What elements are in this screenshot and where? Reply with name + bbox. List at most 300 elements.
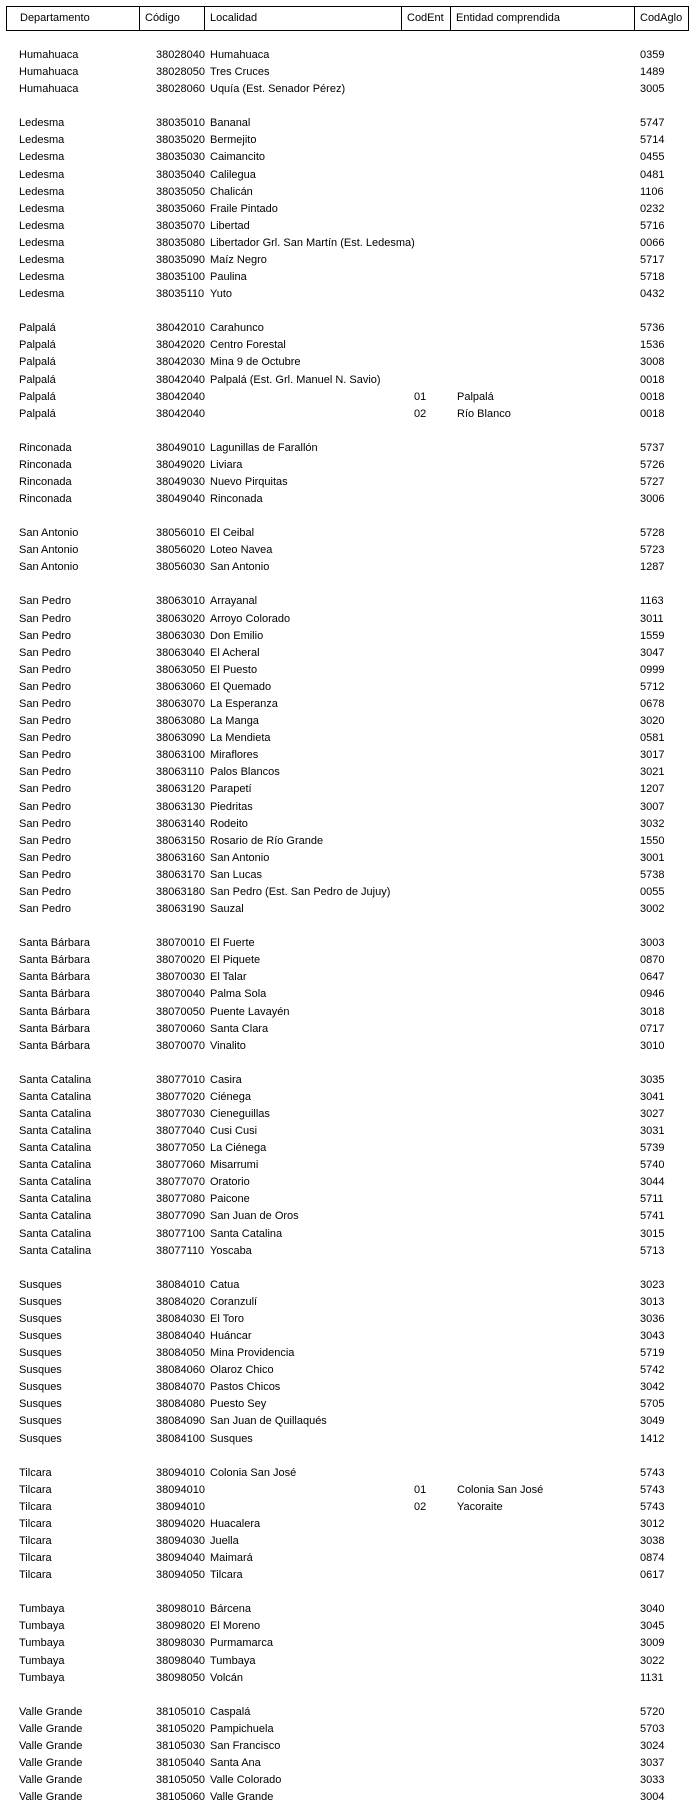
cell-codaglo: 3009	[640, 1637, 665, 1650]
table-row	[0, 542, 697, 559]
table-row	[0, 901, 697, 918]
table-row	[0, 1038, 697, 1055]
cell-codaglo: 5743	[640, 1483, 665, 1496]
table-row	[0, 696, 697, 713]
cell-codaglo: 0647	[640, 971, 665, 984]
cell-localidad: Santa Clara	[210, 1022, 269, 1035]
cell-codaglo: 1412	[640, 1432, 665, 1445]
cell-departamento: San Pedro	[19, 903, 71, 916]
cell-departamento: Santa Bárbara	[19, 937, 90, 950]
cell-codaglo: 0018	[640, 373, 665, 386]
table-row	[0, 1413, 697, 1430]
header-codent: CodEnt	[407, 12, 444, 24]
table-row	[0, 1311, 697, 1328]
cell-departamento: Valle Grande	[19, 1791, 83, 1804]
cell-departamento: Tilcara	[19, 1535, 52, 1548]
cell-departamento: Tumbaya	[19, 1654, 65, 1667]
cell-codent: 02	[414, 1500, 427, 1513]
table-row	[0, 491, 697, 508]
cell-entidad: Río Blanco	[457, 407, 511, 420]
table-row	[0, 1772, 697, 1789]
cell-localidad: Bermejito	[210, 134, 257, 147]
table-row	[0, 474, 697, 491]
table-row	[0, 337, 697, 354]
cell-departamento: San Antonio	[19, 527, 79, 540]
cell-departamento: Tilcara	[19, 1500, 52, 1513]
cell-codaglo: 3023	[640, 1278, 665, 1291]
cell-codaglo: 0999	[640, 663, 665, 676]
table-row	[0, 1226, 697, 1243]
cell-codaglo: 1287	[640, 561, 665, 574]
header-entidad: Entidad comprendida	[456, 12, 560, 24]
cell-codigo: 38042040	[156, 373, 205, 386]
cell-codaglo: 3021	[640, 766, 665, 779]
cell-codigo: 38084100	[156, 1432, 205, 1445]
cell-codaglo: 1536	[640, 339, 665, 352]
cell-codigo: 38035090	[156, 253, 205, 266]
table-row	[0, 662, 697, 679]
cell-codaglo: 3020	[640, 715, 665, 728]
cell-codigo: 38070010	[156, 937, 205, 950]
header-departamento: Departamento	[20, 12, 90, 24]
cell-localidad: San Juan de Oros	[210, 1210, 299, 1223]
cell-departamento: Palpalá	[19, 390, 56, 403]
cell-localidad: San Juan de Quillaqués	[210, 1415, 327, 1428]
cell-departamento: Santa Bárbara	[19, 954, 90, 967]
table-row	[0, 1653, 697, 1670]
cell-codigo: 38063070	[156, 697, 205, 710]
cell-codigo: 38035030	[156, 151, 205, 164]
cell-departamento: Humahuaca	[19, 83, 79, 96]
cell-localidad: Misarrumi	[210, 1159, 259, 1172]
cell-departamento: Rinconada	[19, 458, 72, 471]
table-row	[0, 1123, 697, 1140]
cell-codigo: 38028040	[156, 49, 205, 61]
cell-codigo: 38063100	[156, 749, 205, 762]
cell-codigo: 38063060	[156, 680, 205, 693]
cell-codaglo: 1106	[640, 185, 664, 198]
table-row	[0, 1550, 697, 1567]
cell-codigo: 38084010	[156, 1278, 205, 1291]
table-row	[0, 1465, 697, 1482]
cell-localidad: Sauzal	[210, 903, 244, 916]
cell-codaglo: 3011	[640, 612, 664, 625]
cell-codigo: 38042040	[156, 390, 205, 403]
cell-localidad: El Acheral	[210, 646, 260, 659]
cell-departamento: Humahuaca	[19, 66, 79, 79]
cell-codaglo: 5712	[640, 680, 665, 693]
cell-departamento: Santa Catalina	[19, 1107, 92, 1120]
cell-localidad: Rosario de Río Grande	[210, 834, 324, 847]
cell-codaglo: 3032	[640, 817, 665, 830]
table-row	[0, 679, 697, 696]
cell-departamento: Palpalá	[19, 322, 56, 335]
table-row	[0, 389, 697, 406]
table-row	[0, 1021, 697, 1038]
header-codigo: Código	[145, 12, 180, 24]
cell-departamento: Susques	[19, 1295, 62, 1308]
cell-localidad: Mina 9 de Octubre	[210, 356, 301, 369]
cell-localidad: La Esperanza	[210, 697, 278, 710]
table-row	[0, 833, 697, 850]
cell-departamento: San Pedro	[19, 766, 71, 779]
table-row	[0, 1755, 697, 1772]
cell-localidad: Casira	[210, 1073, 242, 1086]
table-row	[0, 235, 697, 252]
cell-codigo: 38094050	[156, 1569, 205, 1582]
cell-codaglo: 3035	[640, 1073, 665, 1086]
cell-codigo: 38042030	[156, 356, 205, 369]
cell-codaglo: 3012	[640, 1517, 665, 1530]
cell-codigo: 38084090	[156, 1415, 205, 1428]
table-row	[0, 1294, 697, 1311]
cell-codigo: 38077020	[156, 1090, 205, 1103]
cell-codigo: 38042040	[156, 407, 205, 420]
cell-departamento: Santa Catalina	[19, 1227, 92, 1240]
cell-departamento: San Pedro	[19, 851, 71, 864]
cell-codaglo: 1163	[640, 595, 664, 608]
cell-codigo: 38070020	[156, 954, 205, 967]
cell-codaglo: 0018	[640, 407, 665, 420]
cell-departamento: Tumbaya	[19, 1637, 65, 1650]
cell-localidad: Palpalá (Est. Grl. Manuel N. Savio)	[210, 373, 381, 386]
table-row	[0, 1362, 697, 1379]
cell-codigo: 38077060	[156, 1159, 205, 1172]
cell-codigo: 38105020	[156, 1722, 205, 1735]
cell-departamento: San Pedro	[19, 868, 71, 881]
cell-entidad: Palpalá	[457, 390, 494, 403]
cell-departamento: Santa Bárbara	[19, 988, 90, 1001]
cell-codaglo: 5719	[640, 1347, 665, 1360]
cell-localidad: El Toro	[210, 1312, 245, 1325]
cell-codaglo: 3042	[640, 1381, 665, 1394]
cell-departamento: San Antonio	[19, 544, 79, 557]
table-row	[0, 406, 697, 423]
cell-departamento: Ledesma	[19, 185, 65, 198]
cell-departamento: Tilcara	[19, 1466, 52, 1479]
table-row	[0, 115, 697, 132]
cell-localidad: Uquía (Est. Senador Pérez)	[210, 83, 346, 96]
cell-codigo: 38035100	[156, 271, 205, 284]
cell-codigo: 38056010	[156, 527, 205, 540]
table-row	[0, 1670, 697, 1687]
cell-codaglo: 3004	[640, 1791, 665, 1804]
table-row	[0, 1089, 697, 1106]
cell-departamento: San Pedro	[19, 612, 71, 625]
cell-localidad: Colonia San José	[210, 1466, 297, 1479]
cell-departamento: Rinconada	[19, 441, 72, 454]
cell-departamento: San Pedro	[19, 595, 71, 608]
cell-localidad: El Ceibal	[210, 527, 255, 540]
header-localidad: Localidad	[210, 12, 258, 24]
table-row	[0, 747, 697, 764]
table-row	[0, 457, 697, 474]
cell-localidad: Centro Forestal	[210, 339, 286, 352]
cell-localidad: Vinalito	[210, 1039, 246, 1052]
cell-departamento: Santa Bárbara	[19, 971, 90, 984]
cell-codaglo: 3043	[640, 1330, 665, 1343]
table-row	[0, 1157, 697, 1174]
table-row	[0, 1721, 697, 1738]
cell-departamento: Humahuaca	[19, 49, 79, 61]
table-row	[0, 1635, 697, 1652]
cell-codaglo: 3001	[640, 851, 665, 864]
cell-codaglo: 0481	[640, 168, 665, 181]
cell-departamento: San Pedro	[19, 783, 71, 796]
cell-localidad: Chalicán	[210, 185, 253, 198]
table-row	[0, 1704, 697, 1721]
cell-departamento: Ledesma	[19, 202, 65, 215]
cell-departamento: Santa Catalina	[19, 1210, 92, 1223]
table-row	[0, 218, 697, 235]
cell-codigo: 38094010	[156, 1500, 205, 1513]
cell-codigo: 38094030	[156, 1535, 205, 1548]
table-row	[0, 713, 697, 730]
cell-codigo: 38077050	[156, 1142, 205, 1155]
cell-departamento: Ledesma	[19, 219, 65, 232]
cell-localidad: La Ciénega	[210, 1142, 267, 1155]
cell-codaglo: 3045	[640, 1620, 665, 1633]
table-row	[0, 320, 697, 337]
cell-departamento: Santa Catalina	[19, 1176, 92, 1189]
cell-codigo: 38063130	[156, 800, 205, 813]
cell-codigo: 38063170	[156, 868, 205, 881]
cell-departamento: Valle Grande	[19, 1705, 83, 1718]
cell-codigo: 38077040	[156, 1125, 205, 1138]
cell-localidad: Calilegua	[210, 168, 256, 181]
cell-departamento: Palpalá	[19, 356, 56, 369]
cell-localidad: Tres Cruces	[210, 66, 270, 79]
table-row	[0, 867, 697, 884]
cell-codaglo: 5741	[640, 1210, 665, 1223]
cell-codigo: 38084080	[156, 1398, 205, 1411]
cell-codigo: 38035070	[156, 219, 205, 232]
cell-departamento: Tilcara	[19, 1569, 52, 1582]
table-row	[0, 730, 697, 747]
cell-codigo: 38063190	[156, 903, 205, 916]
cell-departamento: Santa Catalina	[19, 1125, 92, 1138]
cell-codaglo: 0455	[640, 151, 665, 164]
cell-localidad: Valle Colorado	[210, 1774, 282, 1787]
cell-localidad: El Piquete	[210, 954, 261, 967]
cell-departamento: Palpalá	[19, 373, 56, 386]
cell-codaglo: 5739	[640, 1142, 665, 1155]
table-row	[0, 1533, 697, 1550]
cell-codigo: 38042010	[156, 322, 205, 335]
cell-codent: 01	[414, 390, 427, 403]
cell-codigo: 38105060	[156, 1791, 205, 1804]
cell-departamento: Santa Catalina	[19, 1073, 92, 1086]
cell-localidad: Huáncar	[210, 1330, 252, 1343]
table-row	[0, 252, 697, 269]
cell-localidad: El Fuerte	[210, 937, 255, 950]
cell-codigo: 38077010	[156, 1073, 205, 1086]
table-row	[0, 1499, 697, 1516]
cell-codaglo: 5738	[640, 868, 665, 881]
cell-localidad: La Mendieta	[210, 732, 271, 745]
cell-codigo: 38098020	[156, 1620, 205, 1633]
cell-codaglo: 5723	[640, 544, 665, 557]
cell-codigo: 38035040	[156, 168, 205, 181]
cell-codigo: 38063030	[156, 629, 205, 642]
cell-codigo: 38049030	[156, 475, 205, 488]
cell-codigo: 38077080	[156, 1193, 205, 1206]
cell-departamento: Santa Catalina	[19, 1090, 92, 1103]
cell-codaglo: 5720	[640, 1705, 665, 1718]
table-row	[0, 440, 697, 457]
cell-departamento: San Pedro	[19, 629, 71, 642]
cell-departamento: Susques	[19, 1278, 62, 1291]
cell-codigo: 38084040	[156, 1330, 205, 1343]
cell-codaglo: 1559	[640, 629, 665, 642]
cell-codigo: 38105050	[156, 1774, 205, 1787]
cell-codigo: 38070050	[156, 1005, 205, 1018]
cell-codigo: 38063050	[156, 663, 205, 676]
cell-codaglo: 5716	[640, 219, 665, 232]
table-row	[0, 816, 697, 833]
table-row	[0, 799, 697, 816]
cell-codaglo: 3010	[640, 1039, 665, 1052]
cell-departamento: Ledesma	[19, 151, 65, 164]
cell-localidad: Santa Catalina	[210, 1227, 283, 1240]
table-row	[0, 286, 697, 303]
cell-codaglo: 0581	[640, 732, 665, 745]
cell-departamento: Santa Catalina	[19, 1142, 92, 1155]
cell-codigo: 38070070	[156, 1039, 205, 1052]
table-row	[0, 764, 697, 781]
table-row	[0, 969, 697, 986]
cell-codaglo: 3018	[640, 1005, 665, 1018]
table-row	[0, 1140, 697, 1157]
cell-localidad: Maíz Negro	[210, 253, 267, 266]
cell-departamento: Santa Bárbara	[19, 1039, 90, 1052]
table-row	[0, 372, 697, 389]
cell-codigo: 38063180	[156, 885, 205, 898]
cell-codaglo: 3005	[640, 83, 665, 96]
cell-localidad: Volcán	[210, 1671, 244, 1684]
cell-localidad: Caspalá	[210, 1705, 251, 1718]
cell-codaglo: 3027	[640, 1107, 665, 1120]
cell-departamento: Santa Bárbara	[19, 1022, 90, 1035]
table-row	[0, 64, 697, 81]
table-row	[0, 1072, 697, 1089]
table-row	[0, 1567, 697, 1584]
table-row	[0, 781, 697, 798]
cell-localidad: Humahuaca	[210, 49, 270, 61]
cell-codaglo: 5742	[640, 1364, 665, 1377]
cell-codaglo: 0066	[640, 236, 665, 249]
table-row	[0, 1243, 697, 1260]
header-codaglo: CodAglo	[640, 12, 683, 24]
cell-codent: 01	[414, 1483, 427, 1496]
table-row	[0, 1482, 697, 1499]
cell-localidad: Liviara	[210, 458, 243, 471]
cell-localidad: El Puesto	[210, 663, 258, 676]
cell-departamento: Palpalá	[19, 407, 56, 420]
cell-localidad: San Lucas	[210, 868, 262, 881]
cell-codaglo: 3006	[640, 493, 665, 506]
cell-codaglo: 0678	[640, 697, 665, 710]
cell-codigo: 38035020	[156, 134, 205, 147]
cell-localidad: San Antonio	[210, 851, 270, 864]
cell-departamento: Ledesma	[19, 288, 65, 301]
cell-localidad: Susques	[210, 1432, 253, 1445]
cell-localidad: Pampichuela	[210, 1722, 274, 1735]
cell-localidad: El Talar	[210, 971, 247, 984]
cell-codigo: 38063090	[156, 732, 205, 745]
cell-codaglo: 5740	[640, 1159, 665, 1172]
cell-localidad: Huacalera	[210, 1517, 261, 1530]
cell-localidad: La Manga	[210, 715, 259, 728]
cell-departamento: San Pedro	[19, 749, 71, 762]
cell-departamento: Susques	[19, 1312, 62, 1325]
cell-codaglo: 3007	[640, 800, 665, 813]
cell-departamento: Tumbaya	[19, 1620, 65, 1633]
cell-localidad: Bananal	[210, 117, 251, 130]
cell-localidad: Cieneguillas	[210, 1107, 270, 1120]
cell-codaglo: 5726	[640, 458, 665, 471]
cell-codigo: 38063110	[156, 766, 205, 779]
cell-codigo: 38094010	[156, 1483, 205, 1496]
cell-departamento: San Pedro	[19, 646, 71, 659]
cell-codaglo: 5717	[640, 253, 665, 266]
cell-codigo: 38105030	[156, 1739, 205, 1752]
table-row	[0, 1789, 697, 1806]
cell-codigo: 38049040	[156, 493, 205, 506]
cell-codigo: 38077110	[156, 1244, 205, 1257]
cell-codigo: 38070030	[156, 971, 205, 984]
cell-codaglo: 5711	[640, 1193, 664, 1206]
cell-codaglo: 3003	[640, 937, 665, 950]
cell-departamento: Ledesma	[19, 253, 65, 266]
cell-codigo: 38094020	[156, 1517, 205, 1530]
cell-localidad: Valle Grande	[210, 1791, 274, 1804]
cell-departamento: Tilcara	[19, 1483, 52, 1496]
table-row	[0, 884, 697, 901]
cell-codaglo: 5728	[640, 527, 665, 540]
cell-departamento: San Pedro	[19, 680, 71, 693]
cell-localidad: Yuto	[210, 288, 233, 301]
table-row	[0, 1345, 697, 1362]
cell-departamento: San Pedro	[19, 834, 71, 847]
cell-departamento: Tilcara	[19, 1552, 52, 1565]
cell-departamento: Ledesma	[19, 168, 65, 181]
cell-departamento: Tumbaya	[19, 1671, 65, 1684]
cell-localidad: Santa Ana	[210, 1757, 261, 1769]
table-row	[0, 935, 697, 952]
cell-entidad: Yacoraite	[457, 1500, 503, 1513]
cell-codigo: 38049020	[156, 458, 205, 471]
table-row	[0, 1601, 697, 1618]
cell-localidad: Libertad	[210, 219, 250, 232]
cell-codaglo: 3022	[640, 1654, 665, 1667]
cell-localidad: Lagunillas de Farallón	[210, 441, 318, 454]
table-row	[0, 1328, 697, 1345]
cell-codigo: 38084070	[156, 1381, 205, 1394]
cell-codigo: 38084060	[156, 1364, 205, 1377]
cell-codigo: 38063020	[156, 612, 205, 625]
table-row	[0, 1516, 697, 1533]
cell-departamento: Santa Catalina	[19, 1244, 92, 1257]
table-row	[0, 132, 697, 149]
cell-departamento: Ledesma	[19, 134, 65, 147]
cell-codaglo: 5747	[640, 117, 665, 130]
cell-localidad: Yoscaba	[210, 1244, 252, 1257]
cell-codigo: 38077070	[156, 1176, 205, 1189]
cell-codaglo: 3002	[640, 903, 665, 916]
table-row	[0, 47, 697, 64]
cell-codigo: 38070040	[156, 988, 205, 1001]
